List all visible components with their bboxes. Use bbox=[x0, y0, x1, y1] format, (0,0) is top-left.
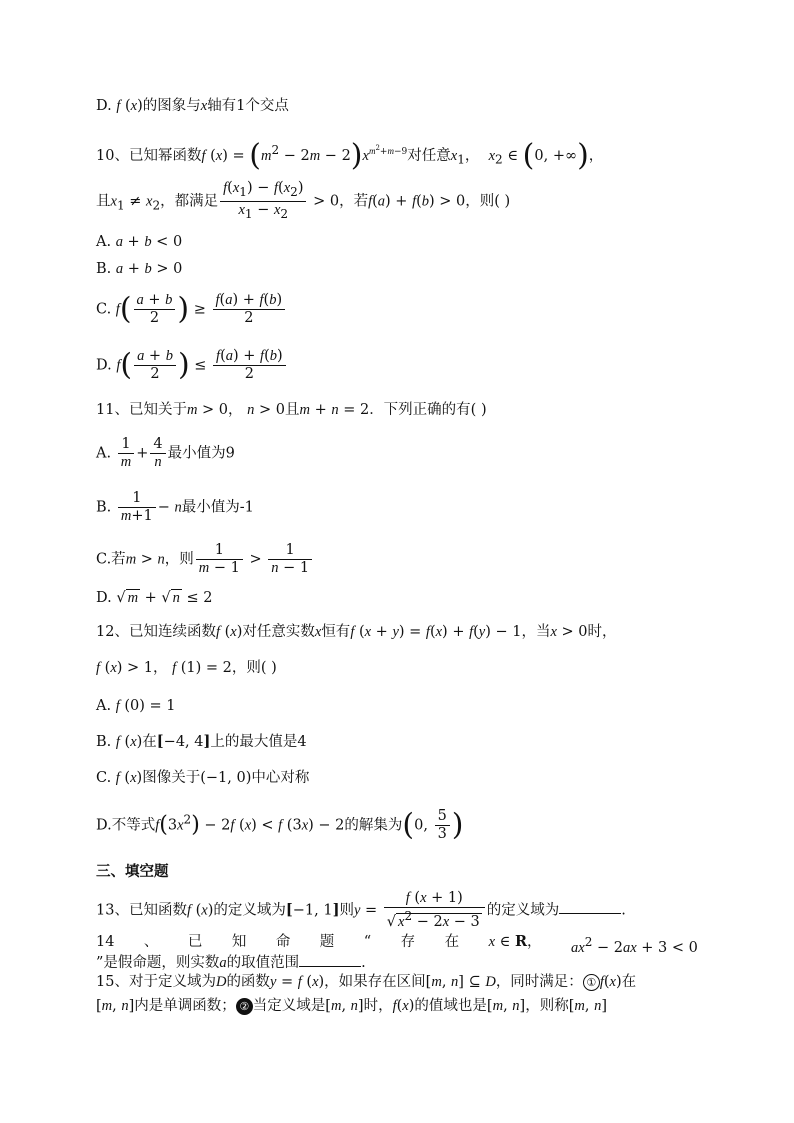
q13-answer-blank bbox=[559, 899, 621, 914]
q11-and: 且 bbox=[284, 402, 300, 418]
q15-meet: ，同时满足： bbox=[495, 974, 583, 990]
circled-one: ① bbox=[583, 974, 600, 991]
q9-option-d: D. f (x)的图象与x轴有1个交点 bbox=[96, 98, 289, 114]
q11-stem: 11、已知关于m > 0， n > 0且m + n = 2．下列正确的有( ) bbox=[96, 402, 487, 418]
q10-stem: 10、已知幂函数f $(x) = (m^2 - 2m - 2)x^{m^2+m-9}$对任意$x_1$， $x_2$ ∈ (0, +∞)， bbox=[96, 137, 604, 173]
q14-tail3: 的取值范围 bbox=[226, 955, 300, 971]
q12-const: 恒有 bbox=[321, 624, 351, 640]
q15-prefix: 15、对于定义域为 bbox=[96, 974, 216, 990]
q12-option-a: A. f (0) = 1 bbox=[96, 698, 176, 714]
q12-then: ，则( ) bbox=[231, 660, 277, 676]
q12-time: 时， bbox=[587, 624, 617, 640]
q15-continuation: [m, n]内是单调函数； ② 当定义域是[m, n]时，f(x)的值域也是[m, n]，则称[m, n] bbox=[96, 998, 607, 1014]
q13-stem: 13、已知函数f (x)的定义域为[−1, 1]则y = $\frac{f (x + 1)}{√ x^2 - 2x - 3}$ 的定义域为 . bbox=[96, 890, 626, 930]
q11-option-a: A. $\frac{1}{m}$ + $\frac{4}{n}$ 最小值为9 bbox=[96, 436, 235, 470]
q11-c-then: ，则 bbox=[164, 551, 194, 568]
q10-option-d: D. f( $\frac{a + b}{2}$ ) ≤ $\frac{f(a) + f(b)}{2}$ bbox=[96, 348, 288, 383]
q15-inside: 内是单调函数； bbox=[134, 998, 236, 1014]
q15-when: 当定义域是 bbox=[252, 998, 326, 1014]
q11-c-if: C.若 bbox=[96, 551, 126, 568]
q11-a-tail: 最小值为9 bbox=[167, 445, 235, 462]
q15-stem: 15、对于定义域为D的函数y = f (x)，如果存在区间[m, n] ⊆ D，同时满足： ① f(x)在 bbox=[96, 974, 637, 990]
q10-and: 且 bbox=[96, 193, 111, 210]
q15-time: 时， bbox=[363, 998, 393, 1014]
q13-domain: 的定义域为 bbox=[213, 902, 286, 919]
q12-d-prefix: D.不等式 bbox=[96, 817, 156, 834]
q11-b-tail: 最小值为-1 bbox=[181, 499, 254, 516]
q11-tail: ．下列正确的有( ) bbox=[369, 402, 487, 418]
q11-option-d: D. √ m + √ n ≤ 2 bbox=[96, 590, 213, 606]
q12-when: ，当 bbox=[521, 624, 551, 640]
q11-option-c: C.若m > n，则 $\frac{1}{m - 1}$ > $\frac{1}{n - 1}$ bbox=[96, 542, 314, 577]
q14-stem: 14 、 已 知 命 题 “ 存 在 x ∈ R， $ax^2 - 2ax + 3 < 0$ bbox=[96, 933, 698, 956]
q11-option-b: B. $\frac{1}{m+1}$ − n最小值为-1 bbox=[96, 490, 254, 524]
q10-option-a: A. a + b < 0 bbox=[96, 234, 183, 250]
q13-fraction: $\frac{f (x + 1)}{√ x^2 - 2x - 3}$ bbox=[384, 890, 485, 931]
q12-stem: 12、已知连续函数f (x)对任意实数x恒有f (x + y) = f(x) + f(y) − 1，当x > 0时， bbox=[96, 624, 617, 640]
q15-range: 的值域也是 bbox=[414, 998, 487, 1014]
q12-condition: f (x) > 1， f (1) = 2，则( ) bbox=[96, 660, 277, 676]
q14-continuation: ”是假命题，则实数a的取值范围 . bbox=[96, 952, 366, 973]
q10-option-c: C. f( $\frac{a + b}{2}$ ) ≥ $\frac{f(a) + f(b)}{2}$ bbox=[96, 292, 287, 327]
q11-prefix: 11、已知关于 bbox=[96, 402, 187, 418]
q15-fn: 的函数 bbox=[226, 974, 270, 990]
q15-exists: ，如果存在区间 bbox=[324, 974, 426, 990]
q13-prefix: 13、已知函数 bbox=[96, 902, 187, 919]
section-title-fill-in: 三、填空题 bbox=[96, 864, 169, 880]
q12-d-mid: 的解集为 bbox=[344, 817, 403, 834]
q12-b-on: 在 bbox=[142, 734, 157, 750]
q10-fraction: $\frac{f(x_1) - f(x_2)}{x_1 - x_2}$ bbox=[220, 180, 306, 223]
q10-cond: ，都满足 bbox=[160, 193, 219, 210]
q10-mid: 对任意 bbox=[407, 147, 451, 164]
q13-tail: 的定义域为 bbox=[486, 902, 560, 919]
q10-condition: 且$x_1 \ne x_2$，都满足 $\frac{f(x_1) - f(x_2)}{x_1 - x_2}$ > 0，若f(a) + f(b) > 0，则( ) bbox=[96, 180, 511, 221]
q12-option-b: B. f (x)在[−4, 4]上的最大值是4 bbox=[96, 733, 307, 750]
q12-option-d: D.不等式$f(3x^2) - 2f$ (x) < f (3x) − 2的解集为(0, $\frac{5}{3}$ ) bbox=[96, 807, 464, 843]
q12-b-tail: 上的最大值是4 bbox=[210, 734, 307, 750]
q12-prefix: 12、已知连续函数 bbox=[96, 624, 216, 640]
q12-option-c: C. f (x)图像关于(−1, 0)中心对称 bbox=[96, 770, 310, 786]
q10-if: ，若 bbox=[339, 193, 369, 210]
q12-c-end: 中心对称 bbox=[251, 770, 310, 786]
q13-then: 则 bbox=[339, 902, 354, 919]
circled-two: ② bbox=[236, 998, 253, 1015]
q14-tail2: ”是假命题，则实数 bbox=[96, 955, 220, 971]
q10-option-b: B. a + b > 0 bbox=[96, 261, 183, 277]
q10-prefix: 10、已知幂函数 bbox=[96, 147, 202, 164]
q12-mid: 对任意实数 bbox=[242, 624, 315, 640]
q12-c-tail: 图像关于 bbox=[142, 770, 201, 786]
q14-answer-blank bbox=[299, 952, 361, 967]
q15-call: ，则称 bbox=[525, 998, 569, 1014]
q10-then: ，则( ) bbox=[465, 193, 511, 210]
